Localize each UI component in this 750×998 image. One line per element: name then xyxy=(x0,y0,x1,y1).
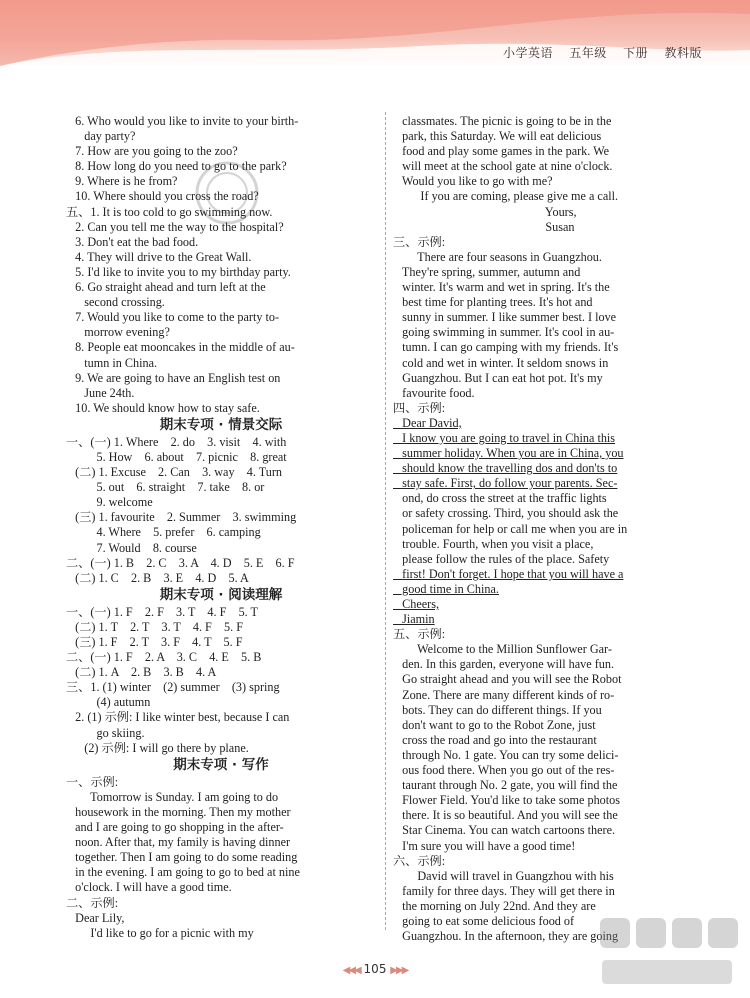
text-line: 10. Where should you cross the road? xyxy=(66,189,259,204)
left-column xyxy=(66,114,376,941)
text-line: (2) 示例: I will go there by plane. xyxy=(66,740,249,755)
text-line: 7. Would 8. course xyxy=(66,540,197,555)
text-line: day party? xyxy=(66,129,136,144)
text-line: good time in China. xyxy=(393,581,499,596)
text-line: 10. We should know how to stay safe. xyxy=(66,400,260,415)
text-line: park, this Saturday. We will eat delicious xyxy=(393,129,602,144)
text-line: Dear Lily, xyxy=(66,910,125,925)
text-line: 9. We are going to have an English test on xyxy=(66,370,281,385)
text-line: June 24th. xyxy=(66,385,135,400)
text-line: classmates. The picnic is going to be in the xyxy=(393,114,612,128)
text-line: (三) 1. F 2. T 3. F 4. T 5. F xyxy=(66,635,243,649)
next-arrows-icon: ▶▶▶ xyxy=(390,965,408,976)
text-line: 二、(一) 1. F 2. A 3. C 4. E 5. B xyxy=(66,650,262,665)
text-line: I'm sure you will have a good time! xyxy=(393,838,576,853)
text-line: trouble. Fourth, when you visit a place, xyxy=(393,536,594,551)
text-line: (二) 1. A 2. B 3. B 4. A xyxy=(66,665,217,680)
term-label: 下册 xyxy=(623,46,649,60)
text-line: food and play some games in the park. We xyxy=(393,144,610,159)
text-line: cold and wet in winter. It seldom snows in xyxy=(393,355,609,370)
text-line: den. In this garden, everyone will have fun. xyxy=(393,657,614,672)
prev-arrows-icon: ◀◀◀ xyxy=(342,965,360,976)
right-column xyxy=(393,114,705,944)
text-line: Jiamin xyxy=(393,612,435,627)
text-line: Yours, xyxy=(393,204,577,219)
page-number: 105 xyxy=(363,962,387,976)
text-line: family for three days. They will get there in xyxy=(393,883,615,898)
text-line: 8. People eat mooncakes in the middle of au- xyxy=(66,340,295,355)
text-line: winter. It's warm and wet in spring. It's the xyxy=(393,280,610,295)
text-line: Zone. There are many different kinds of ro- xyxy=(393,687,615,702)
text-line: Dear David, xyxy=(393,415,462,430)
text-line: tumn. I can go camping with my friends. It's xyxy=(393,340,619,355)
text-line: They're spring, summer, autumn and xyxy=(393,264,581,279)
text-line: Susan xyxy=(393,219,575,234)
text-line: Star Cinema. You can watch cartoons there. xyxy=(393,823,616,838)
text-line: 二、(一) 1. B 2. C 3. A 4. D 5. E 6. F xyxy=(66,555,295,570)
text-line: Would you like to go with me? xyxy=(393,174,553,189)
text-line: (二) 1. T 2. T 3. T 4. F 5. F xyxy=(66,619,243,634)
text-line: 4. Where 5. prefer 6. camping xyxy=(66,525,261,540)
text-line: going to eat some delicious food of xyxy=(393,913,575,928)
text-line: going swimming in summer. It's cool in au- xyxy=(393,325,615,340)
text-line: (二) 1. Excuse 2. Can 3. way 4. Turn xyxy=(66,465,282,480)
text-line: please follow the rules of the place. Safety xyxy=(393,551,610,566)
text-line: there. It is so beautiful. And you will see the xyxy=(393,808,618,823)
text-line: ous food there. When you go out of the res- xyxy=(393,763,615,778)
text-line: 4. They will drive to the Great Wall. xyxy=(66,249,252,264)
text-line: Welcome to the Million Sunflower Gar- xyxy=(393,642,612,657)
book-title xyxy=(491,44,702,61)
text-line: housework in the morning. Then my mother xyxy=(66,804,291,819)
text-line: 3. Don't eat the bad food. xyxy=(66,234,199,249)
text-line: 一、(一) 1. F 2. F 3. T 4. F 5. T xyxy=(66,604,258,619)
text-line: or safety crossing. Third, you should ask the xyxy=(393,506,619,521)
section-heading: 期末专项 · 写作 xyxy=(173,756,269,773)
text-line: the morning on July 22nd. And they are xyxy=(393,898,596,913)
text-line: 6. Who would you like to invite to your birth- xyxy=(66,114,299,128)
text-line: in the evening. I am going to go to bed at nine xyxy=(66,865,300,880)
text-line: 5. I'd like to invite you to my birthday party. xyxy=(66,264,291,279)
text-line: stay safe. First, do follow your parents. Sec- xyxy=(393,476,618,491)
text-line: 二、示例: xyxy=(66,895,119,910)
text-line: 6. Go straight ahead and turn left at the xyxy=(66,280,266,295)
round-stamp-mark xyxy=(192,158,262,228)
text-line: together. Then I am going to do some reading xyxy=(66,850,298,865)
text-line: first! Don't forget. I hope that you will have a xyxy=(393,566,624,581)
text-line: I'd like to go for a picnic with my xyxy=(66,925,254,940)
text-line: and I are going to go shopping in the after- xyxy=(66,820,284,835)
text-line: 四、示例: xyxy=(393,400,446,415)
text-line: 5. out 6. straight 7. take 8. or xyxy=(66,480,265,495)
text-line: 5. How 6. about 7. picnic 8. great xyxy=(66,449,287,464)
text-line: 六、示例: xyxy=(393,853,446,868)
text-line: There are four seasons in Guangzhou. xyxy=(393,249,602,264)
text-line: don't want to go to the Robot Zone, just xyxy=(393,717,596,732)
text-line: noon. After that, my family is having dinner xyxy=(66,835,291,850)
text-line: 7. How are you going to the zoo? xyxy=(66,144,238,159)
text-line: Guangzhou. In the afternoon, they are going xyxy=(393,929,619,944)
subject-label: 小学英语 xyxy=(502,46,553,60)
text-line: Guangzhou. But I can eat hot pot. It's my xyxy=(393,370,603,385)
text-line: bots. They can do different things. If you xyxy=(393,702,602,717)
text-line: morrow evening? xyxy=(66,325,170,340)
text-line: 7. Would you like to come to the party to- xyxy=(66,310,280,325)
text-line: 五、示例: xyxy=(393,627,446,642)
text-line: (三) 1. favourite 2. Summer 3. swimming xyxy=(66,510,297,525)
text-line: 三、示例: xyxy=(393,234,446,249)
edition-label: 教科版 xyxy=(664,46,702,60)
watermark-logo xyxy=(592,912,742,992)
text-line: cross the road and go into the restaurant xyxy=(393,732,597,747)
text-line: (二) 1. C 2. B 3. E 4. D 5. A xyxy=(66,570,249,585)
text-line: ond, do cross the street at the traffic lights xyxy=(393,491,607,506)
section-heading: 期末专项 · 阅读理解 xyxy=(159,586,283,603)
header-banner xyxy=(0,0,750,66)
text-line: 三、1. (1) winter (2) summer (3) spring xyxy=(66,680,280,695)
text-line: Go straight ahead and you will see the Robot xyxy=(393,672,622,687)
text-line: 一、示例: xyxy=(66,774,119,789)
text-line: 一、(一) 1. Where 2. do 3. visit 4. with xyxy=(66,434,287,449)
text-line: Cheers, xyxy=(393,597,440,611)
text-line: I know you are going to travel in China this xyxy=(393,430,616,445)
text-line: favourite food. xyxy=(393,385,475,400)
text-line: summer holiday. When you are in China, you xyxy=(393,446,624,461)
text-line: Flower Field. You'd like to take some photos xyxy=(393,793,620,808)
text-line: should know the travelling dos and don'ts to xyxy=(393,461,618,476)
text-line: will meet at the school gate at nine o'clock. xyxy=(393,159,613,174)
text-line: 9. welcome xyxy=(66,495,153,510)
text-line: best time for planting trees. It's hot and xyxy=(393,295,593,310)
text-line: taurant through No. 2 gate, you will find the xyxy=(393,778,618,793)
section-heading: 期末专项 · 情景交际 xyxy=(159,416,283,433)
text-line: second crossing. xyxy=(66,295,165,310)
grade-label: 五年级 xyxy=(569,46,607,60)
text-line: (4) autumn xyxy=(66,695,151,710)
text-line: David will travel in Guangzhou with his xyxy=(393,868,614,883)
text-line: Tomorrow is Sunday. I am going to do xyxy=(66,789,279,804)
text-line: 2. Can you tell me the way to the hospital? xyxy=(66,219,284,234)
text-line: o'clock. I will have a good time. xyxy=(66,880,232,895)
column-divider xyxy=(385,112,386,930)
text-line: 2. (1) 示例: I like winter best, because I can xyxy=(66,710,290,725)
text-line: through No. 1 gate. You can try some delici- xyxy=(393,747,619,762)
text-line: policeman for help or call me when you are in xyxy=(393,521,628,536)
text-line: tumn in China. xyxy=(66,355,158,370)
text-line: sunny in summer. I like summer best. I love xyxy=(393,310,617,325)
text-line: If you are coming, please give me a call. xyxy=(393,189,619,204)
text-line: go skiing. xyxy=(66,725,145,740)
text-line: 8. How long do you need to go to the park? xyxy=(66,159,287,174)
text-line: 五、1. It is too cold to go swimming now. xyxy=(66,204,273,219)
text-line: 9. Where is he from? xyxy=(66,174,178,189)
